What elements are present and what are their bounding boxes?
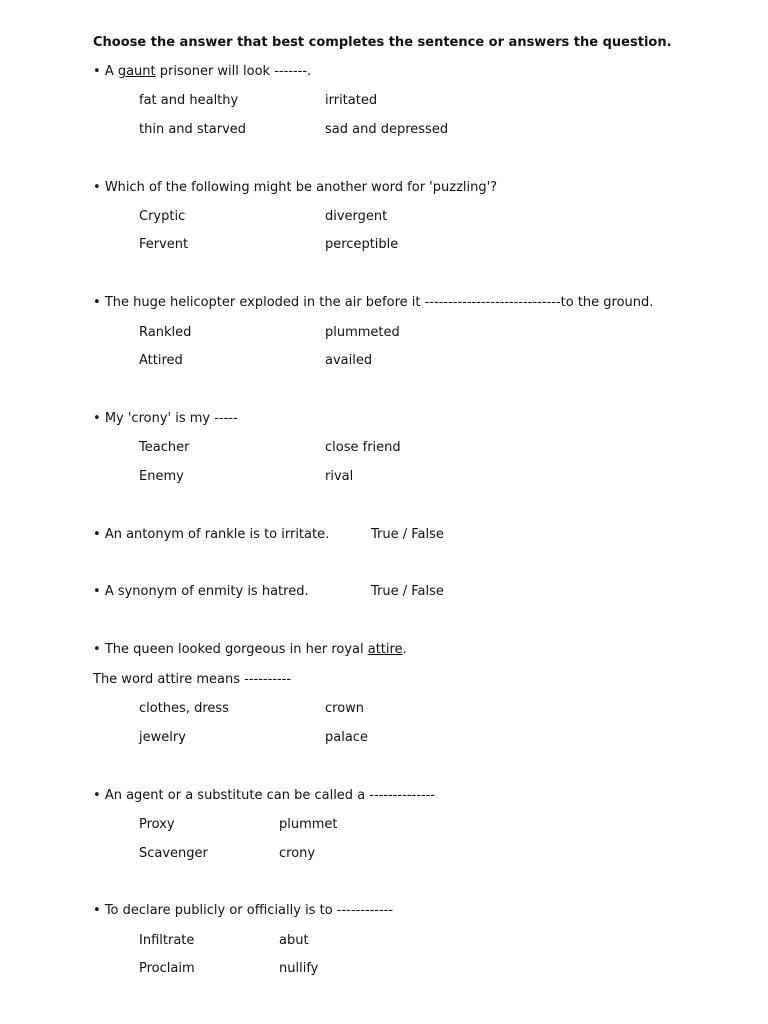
question-7-keyword: attire (367, 642, 403, 657)
option-4c: Enemy (139, 469, 184, 484)
option-3a: Rankled (139, 325, 192, 340)
option-2b: divergent (325, 209, 388, 224)
question-3 (93, 294, 653, 312)
question-6 (93, 583, 309, 601)
bullet: • (93, 64, 101, 79)
bullet: • (93, 411, 101, 426)
option-7d: palace (325, 730, 368, 745)
question-1 (93, 63, 311, 81)
question-1-pre: A (104, 64, 118, 79)
option-2d: perceptible (325, 237, 399, 252)
true-false-5: True / False (371, 527, 444, 542)
bullet: • (93, 642, 101, 657)
true-false-6: True / False (371, 584, 444, 599)
worksheet-title: Choose the answer that best completes the sentence or answers the question. (93, 35, 672, 50)
option-9c: Proclaim (139, 961, 195, 976)
question-8 (93, 787, 435, 805)
question-9-text: To declare publicly or officially is to ------------ (104, 903, 394, 918)
question-3-text: The huge helicopter exploded in the air before it -----------------------------to the ground. (104, 295, 654, 310)
option-8c: Scavenger (139, 846, 208, 861)
question-1-keyword: gaunt (117, 64, 156, 79)
question-7-post: . (402, 642, 407, 657)
option-9a: Infiltrate (139, 933, 195, 948)
option-4d: rival (325, 469, 354, 484)
bullet: • (93, 295, 101, 310)
bullet: • (93, 527, 101, 542)
option-4a: Teacher (139, 440, 190, 455)
question-7 (93, 641, 407, 659)
option-8a: Proxy (139, 817, 175, 832)
option-8d: crony (279, 846, 316, 861)
question-7-pre: The queen looked gorgeous in her royal (104, 642, 368, 657)
bullet: • (93, 903, 101, 918)
bullet: • (93, 180, 101, 195)
option-2c: Fervent (139, 237, 189, 252)
option-1c: thin and starved (139, 122, 247, 137)
option-1a: fat and healthy (139, 93, 239, 108)
option-7c: jewelry (139, 730, 186, 745)
option-2a: Cryptic (139, 209, 186, 224)
question-5 (93, 526, 329, 544)
option-8b: plummet (279, 817, 338, 832)
option-4b: close friend (325, 440, 401, 455)
question-6-text: A synonym of enmity is hatred. (104, 584, 309, 599)
option-9d: nullify (279, 961, 319, 976)
question-1-post: prisoner will look -------. (155, 64, 312, 79)
bullet: • (93, 584, 101, 599)
option-9b: abut (279, 933, 309, 948)
question-2-text: Which of the following might be another word for 'puzzling'? (104, 180, 498, 195)
option-3c: Attired (139, 353, 183, 368)
question-4-text: My 'crony' is my ----- (104, 411, 238, 426)
option-3b: plummeted (325, 325, 400, 340)
bullet: • (93, 788, 101, 803)
question-9 (93, 902, 393, 920)
option-7b: crown (325, 701, 365, 716)
question-2 (93, 179, 497, 197)
question-8-text: An agent or a substitute can be called a -------------- (104, 788, 435, 803)
option-1b: irritated (325, 93, 378, 108)
question-5-text: An antonym of rankle is to irritate. (104, 527, 330, 542)
question-4 (93, 410, 238, 428)
option-1d: sad and depressed (325, 122, 449, 137)
option-7a: clothes, dress (139, 701, 229, 716)
option-3d: availed (325, 353, 373, 368)
question-7-subtext: The word attire means ---------- (93, 672, 292, 687)
